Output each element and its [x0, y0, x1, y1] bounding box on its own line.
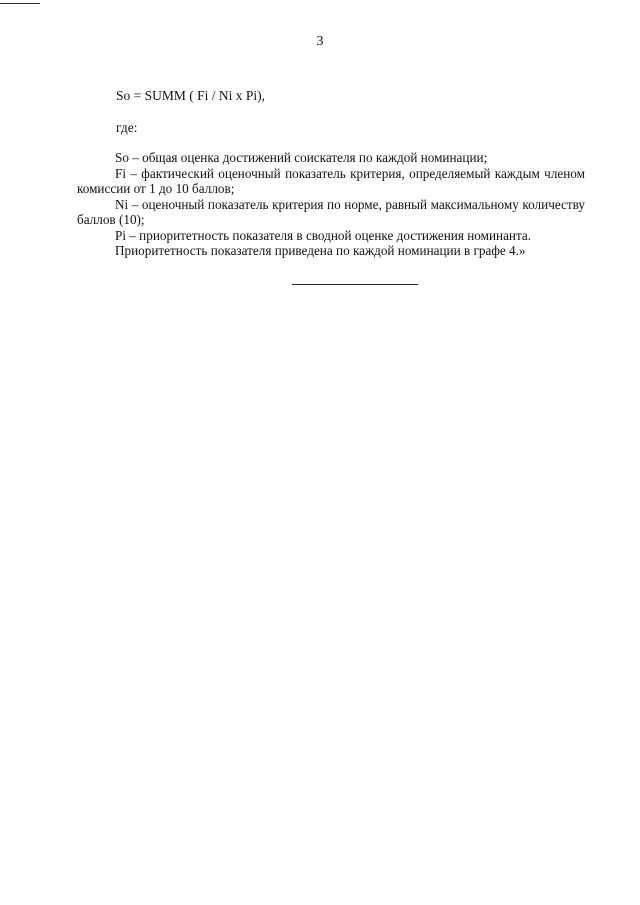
definition-fi: Fi – фактический оценочный показатель критерия, определяемый каждым членом комиссии от 1 до 10 баллов; [77, 165, 585, 196]
priority-note: Приоритетность показателя приведена по каждой номинации в графе 4.» [115, 243, 526, 258]
end-of-text-line [292, 284, 418, 285]
formula: So = SUMM ( Fi / Ni x Pi), [116, 88, 266, 103]
definition-ni: Ni – оценочный показатель критерия по норме, равный максимальному количеству баллов (10); [77, 196, 585, 227]
where-label: где: [116, 120, 138, 135]
definitions-block [77, 150, 585, 259]
definition-so: So – общая оценка достижений соискателя по каждой номинации; [115, 150, 488, 165]
definition-pi: Pi – приоритетность показателя в сводной оценке достижения номинанта. [115, 227, 532, 243]
page-number: 3 [316, 34, 324, 49]
corner-scan-mark [0, 3, 40, 4]
